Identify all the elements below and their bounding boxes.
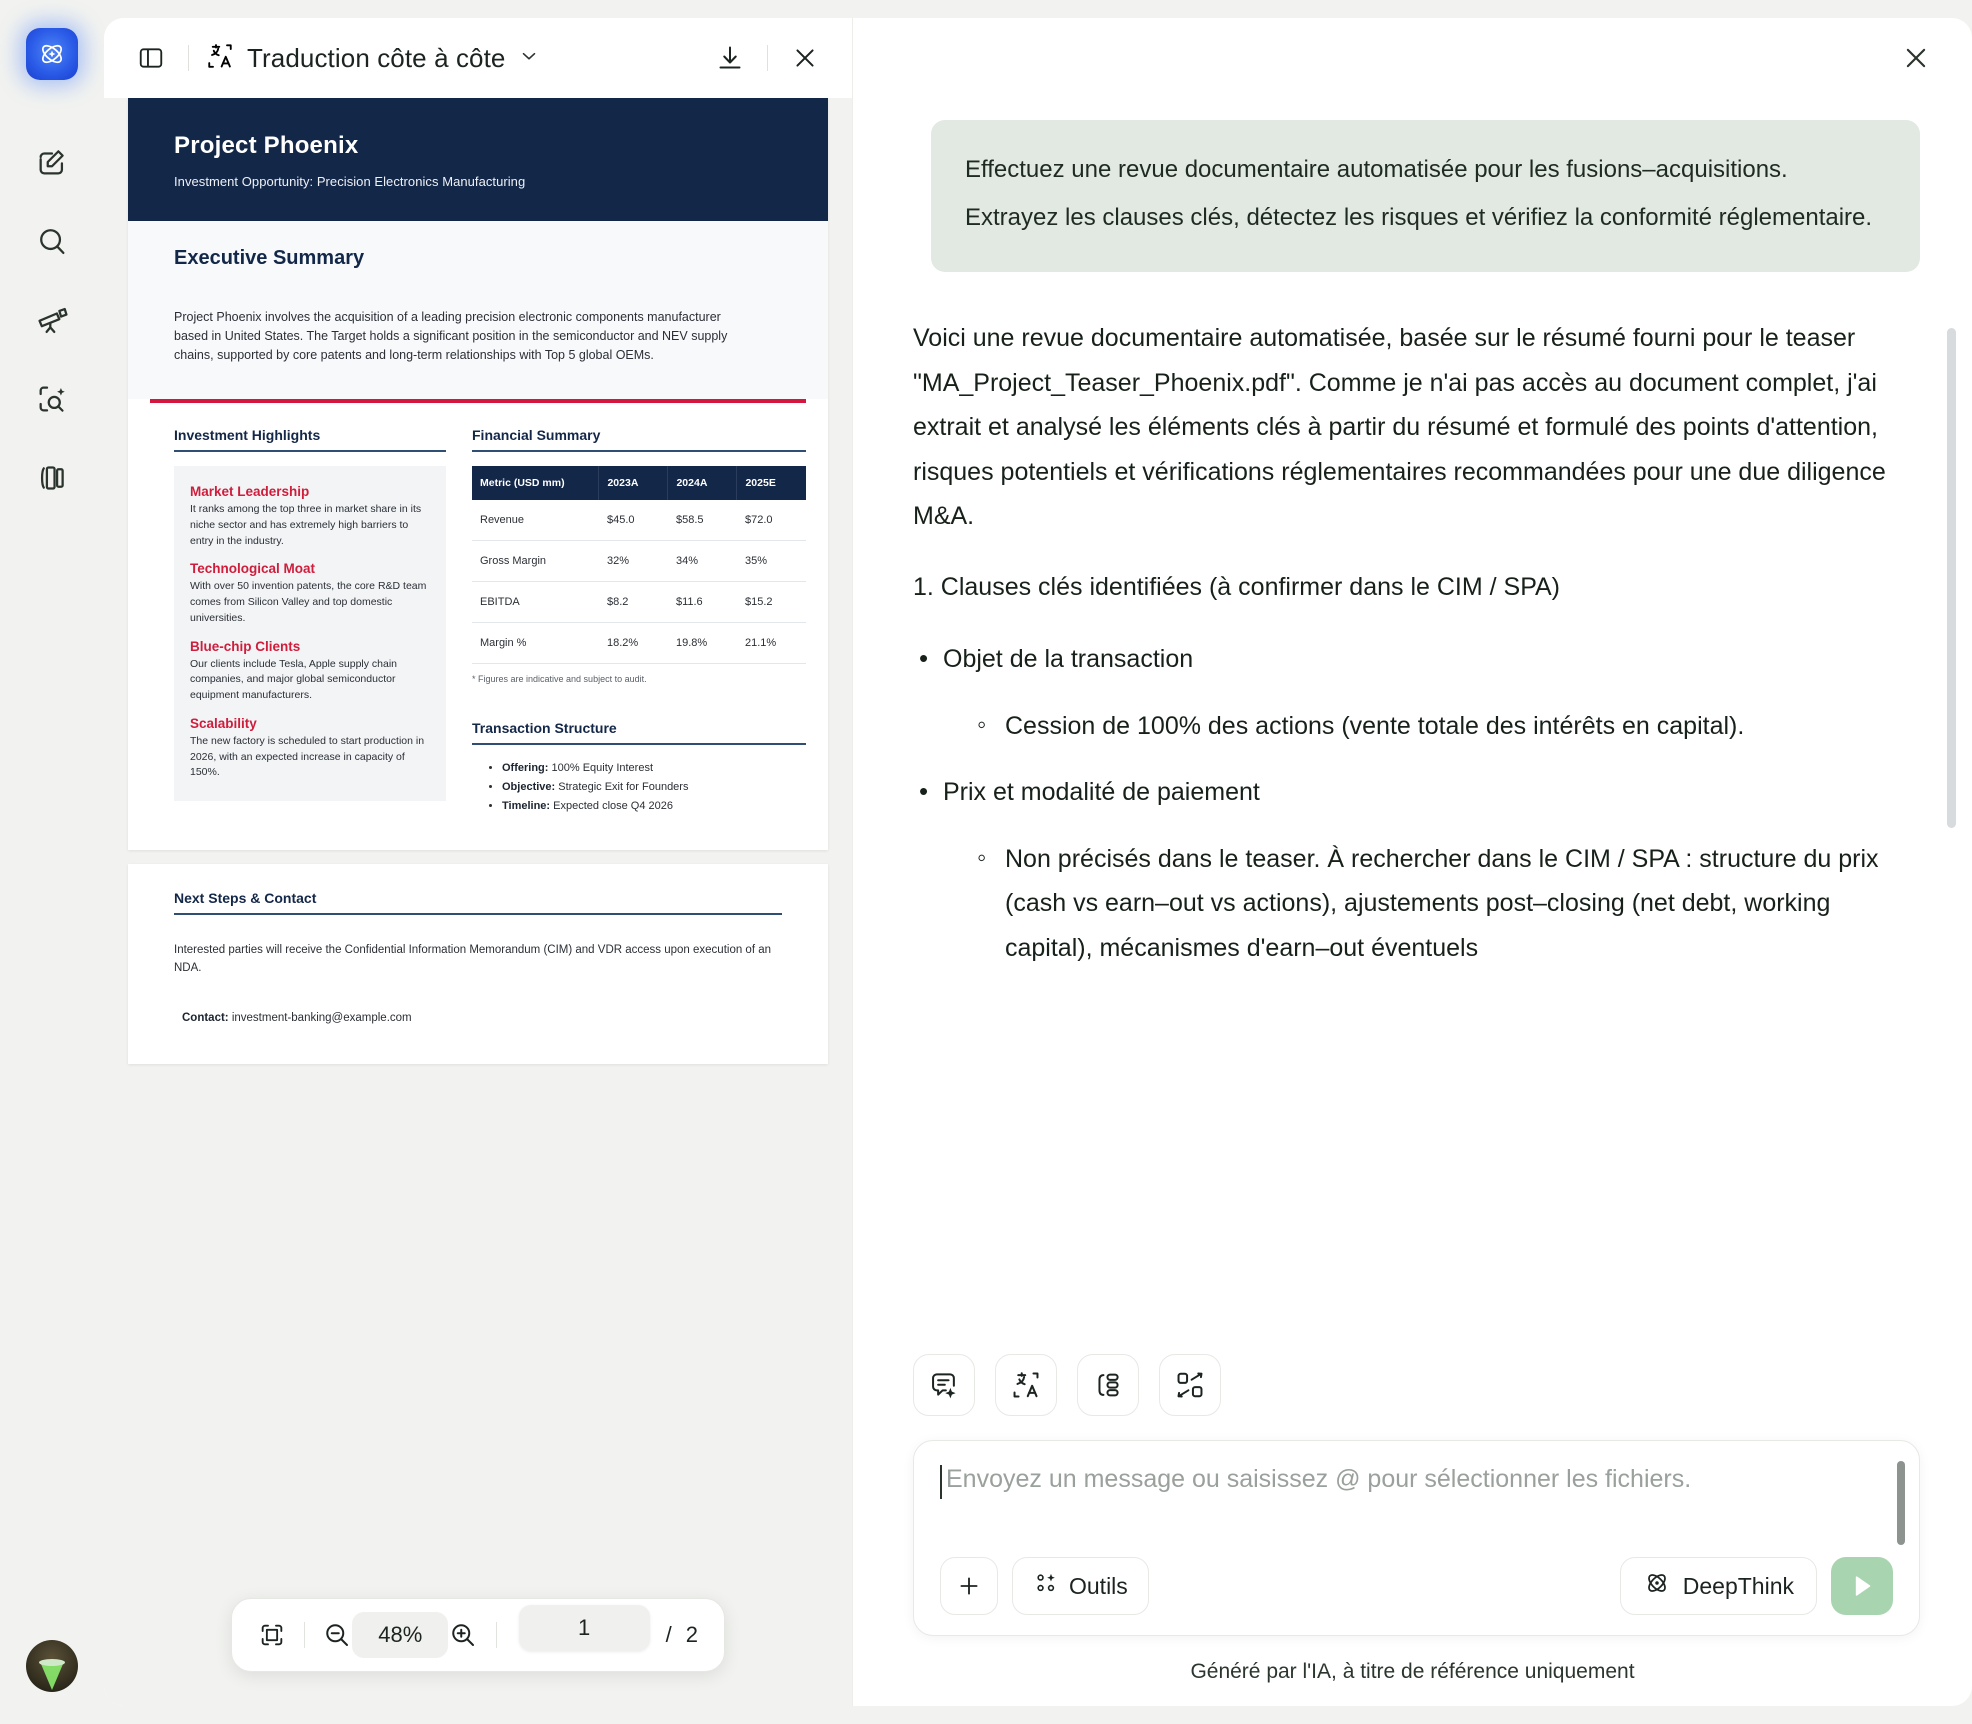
- highlight-text: With over 50 invention patents, the core R&D team comes from Silicon Valley and top domestic universities.: [190, 580, 427, 624]
- executive-summary-section: [128, 221, 828, 399]
- doc-title: Project Phoenix: [174, 132, 359, 159]
- document-panel: [104, 18, 852, 1706]
- text-caret: [940, 1465, 942, 1499]
- table-row: [472, 541, 806, 582]
- chat-scrollbar[interactable]: [1947, 328, 1956, 828]
- cell-2024a: $58.5: [668, 500, 737, 541]
- summarize-sparkle-icon[interactable]: [913, 1354, 975, 1416]
- item-label: Offering:: [502, 762, 549, 774]
- close-icon[interactable]: [1894, 36, 1938, 80]
- column-header-2023a: 2023A: [599, 466, 668, 500]
- highlight-title: Blue-chip Clients: [190, 638, 301, 654]
- cell-2023a: $45.0: [599, 500, 668, 541]
- cell-2024a: $11.6: [668, 582, 737, 623]
- tools-sparkle-icon: [1033, 1570, 1059, 1602]
- assistant-sub-list: [973, 837, 1920, 971]
- zoom-level-value[interactable]: 48%: [352, 1612, 448, 1658]
- pdf-zoom-toolbar: [231, 1598, 725, 1672]
- next-steps-section: [128, 864, 828, 1064]
- financial-summary-column: [472, 427, 806, 816]
- assistant-section-1-heading: 1. Clauses clés identifiées (à confirmer dans le CIM / SPA): [913, 572, 1561, 601]
- highlight-text: Our clients include Tesla, Apple supply chain companies, and major global semiconductor equipment manufacturers.: [190, 657, 398, 701]
- deepthink-atom-icon: [1643, 1569, 1671, 1603]
- list-item: [913, 770, 1920, 970]
- column-header-metric: Metric (USD mm): [472, 466, 599, 500]
- plus-icon[interactable]: [940, 1557, 998, 1615]
- heading-rule: [174, 450, 446, 452]
- assistant-intro: Voici une revue documentaire automatisée, basée sur le résumé fourni pour le teaser "MA_Project_Teaser_Phoenix.pdf". Comme je n'ai pas accès au document complet, j'ai extrait et analysé les éléments clés à partir du résumé et formulé des points d'attention, risques potentiels et vérifications réglementaires recommandées pour une due diligence M&A.: [913, 324, 1886, 530]
- sidebar-panel-icon[interactable]: [130, 37, 172, 79]
- download-icon[interactable]: [709, 37, 751, 79]
- scroll-fade-mask: [853, 1260, 1972, 1340]
- executive-summary-body: Project Phoenix involves the acquisition of a leading precision electronic components manufacturer based in United States. The Target holds a significant position in the semiconductor and NEV supply chains, supported by core patents and long-term relationships with Top 5 global OEMs.: [174, 310, 728, 362]
- list-item: [502, 759, 806, 778]
- composer-scrollbar[interactable]: [1897, 1461, 1905, 1545]
- user-message-bubble: Effectuez une revue documentaire automatisée pour les fusions–acquisitions. Extrayez les clauses clés, détectez les risques et vérifiez la conformité réglementaire.: [931, 120, 1920, 272]
- current-page-input[interactable]: 1: [519, 1605, 650, 1651]
- bullet-text: Objet de la transaction: [943, 645, 1194, 673]
- list-item: [913, 637, 1920, 748]
- table-header-row: [472, 466, 806, 500]
- contact-label: Contact:: [182, 1011, 229, 1024]
- translation-mode-selector[interactable]: [205, 41, 540, 76]
- cell-metric: Revenue: [472, 500, 599, 541]
- financial-summary-note: * Figures are indicative and subject to audit.: [472, 674, 647, 684]
- left-sidebar: [0, 0, 104, 1724]
- document-page-2: [128, 864, 828, 1064]
- toolbar-divider: [188, 45, 189, 71]
- financial-summary-table: [472, 466, 806, 664]
- deepthink-label: DeepThink: [1682, 1572, 1794, 1599]
- list-item: ◦ Cession de 100% des actions (vente totale des intérêts en capital).: [973, 704, 1920, 749]
- cell-2025e: $15.2: [737, 582, 806, 623]
- cell-metric: Margin %: [472, 623, 599, 664]
- deepthink-button[interactable]: [1620, 1557, 1817, 1615]
- books-library-icon[interactable]: [26, 452, 78, 504]
- cell-metric: Gross Margin: [472, 541, 599, 582]
- avatar[interactable]: [26, 1640, 78, 1692]
- chat-panel: [852, 18, 1972, 1706]
- total-pages: 2: [685, 1622, 698, 1647]
- message-input[interactable]: Envoyez un message ou saisissez @ pour sélectionner les fichiers.: [946, 1465, 1692, 1493]
- main-window: [104, 0, 1972, 1724]
- cell-2025e: 21.1%: [737, 623, 806, 664]
- table-row: [472, 582, 806, 623]
- chat-messages[interactable]: [853, 98, 1972, 1340]
- cell-2025e: $72.0: [737, 500, 806, 541]
- search-icon[interactable]: [26, 215, 78, 267]
- investment-highlights-heading: Investment Highlights: [174, 427, 321, 443]
- cell-2023a: $8.2: [599, 582, 668, 623]
- heading-rule: [472, 450, 806, 452]
- item-value: Expected close Q4 2026: [550, 799, 674, 812]
- telescope-icon[interactable]: [26, 294, 78, 346]
- cell-2023a: 32%: [599, 541, 668, 582]
- bullet-text: Prix et modalité de paiement: [943, 778, 1260, 806]
- avatar-image-beam: [41, 1664, 63, 1690]
- column-header-2025e: 2025E: [737, 466, 806, 500]
- item-label: Objective:: [502, 780, 556, 793]
- zoom-in-icon[interactable]: [448, 1612, 478, 1658]
- avatar-image-ufo: [39, 1659, 65, 1666]
- next-steps-heading: Next Steps & Contact: [174, 889, 317, 906]
- chevron-down-icon[interactable]: [518, 45, 540, 72]
- item-value: Strategic Exit for Founders: [555, 780, 689, 793]
- assistant-message: [913, 316, 1920, 970]
- highlight-text: The new factory is scheduled to start production in 2026, with an expected increase in capacity of 150%.: [190, 734, 425, 779]
- highlight-title: Market Leadership: [190, 484, 310, 499]
- highlight-title: Technological Moat: [190, 561, 316, 577]
- tools-label: Outils: [1069, 1572, 1128, 1599]
- send-arrow-icon[interactable]: [1831, 1557, 1893, 1615]
- cell-2025e: 35%: [737, 541, 806, 582]
- investment-highlights-column: [174, 427, 446, 816]
- app-logo[interactable]: [26, 28, 78, 80]
- transaction-structure-list: [502, 759, 806, 816]
- item-value: 100% Equity Interest: [548, 762, 654, 774]
- list-item: [502, 797, 806, 816]
- transaction-structure-section: [472, 720, 806, 816]
- item-label: Timeline:: [502, 799, 551, 812]
- composer-toolbar: [940, 1557, 1893, 1615]
- contact-value: investment-banking@example.com: [228, 1011, 412, 1024]
- highlight-title: Scalability: [190, 715, 257, 731]
- next-steps-body: Interested parties will receive the Confidential Information Memorandum (CIM) and VDR access upon execution of an NDA.: [174, 943, 772, 975]
- table-row: [472, 623, 806, 664]
- column-header-2024a: 2024A: [668, 466, 737, 500]
- assistant-bullet-list: [913, 637, 1920, 970]
- executive-summary-heading: Executive Summary: [174, 247, 365, 269]
- document-columns: [128, 403, 828, 850]
- translate-a-icon[interactable]: [995, 1354, 1057, 1416]
- assistant-sub-list: [973, 704, 1920, 749]
- investment-highlights-box: [174, 466, 446, 801]
- table-row: [472, 500, 806, 541]
- ai-disclaimer: Généré par l'IA, à titre de référence uniquement: [1190, 1660, 1635, 1683]
- heading-rule: [472, 743, 806, 745]
- heading-rule: [174, 913, 782, 915]
- doc-subtitle: Investment Opportunity: Precision Electronics Manufacturing: [174, 174, 526, 189]
- cell-2024a: 19.8%: [668, 623, 737, 664]
- tools-button[interactable]: [1012, 1557, 1149, 1615]
- cell-2023a: 18.2%: [599, 623, 668, 664]
- compare-swap-icon[interactable]: [1159, 1354, 1221, 1416]
- document-page-1: [128, 98, 828, 850]
- image-search-sparkle-icon[interactable]: [26, 373, 78, 425]
- message-composer: [913, 1440, 1920, 1636]
- document-title: Traduction côte à côte: [247, 42, 506, 73]
- chat-header: [853, 18, 1972, 98]
- compose-edit-icon[interactable]: [26, 136, 78, 188]
- transaction-structure-heading: Transaction Structure: [472, 720, 617, 736]
- page-separator: /: [665, 1622, 672, 1647]
- list-item: ◦ Non précisés dans le teaser. À rechercher dans le CIM / SPA : structure du prix (cash vs earn–out vs actions), ajustements post–closing (net debt, working capital), mécanismes d'earn–out éventuels: [973, 837, 1920, 971]
- quick-actions-row: [853, 1340, 1972, 1434]
- translate-a-icon: [205, 41, 235, 76]
- contact-line: [174, 1012, 782, 1024]
- toolbar-divider-2: [767, 45, 768, 71]
- financial-summary-heading: Financial Summary: [472, 427, 601, 443]
- zoom-out-icon[interactable]: [322, 1612, 352, 1658]
- list-item: [502, 778, 806, 797]
- highlight-text: It ranks among the top three in market share in its niche sector and has extremely high barriers to entry in the industry.: [190, 503, 422, 547]
- document-toolbar: [104, 18, 852, 98]
- fit-to-screen-icon[interactable]: [258, 1612, 286, 1658]
- outline-list-icon[interactable]: [1077, 1354, 1139, 1416]
- cell-2024a: 34%: [668, 541, 737, 582]
- document-scroll-area[interactable]: [104, 98, 852, 1706]
- cell-metric: EBITDA: [472, 582, 599, 623]
- close-icon[interactable]: [784, 37, 826, 79]
- doc-header-band: [128, 98, 828, 221]
